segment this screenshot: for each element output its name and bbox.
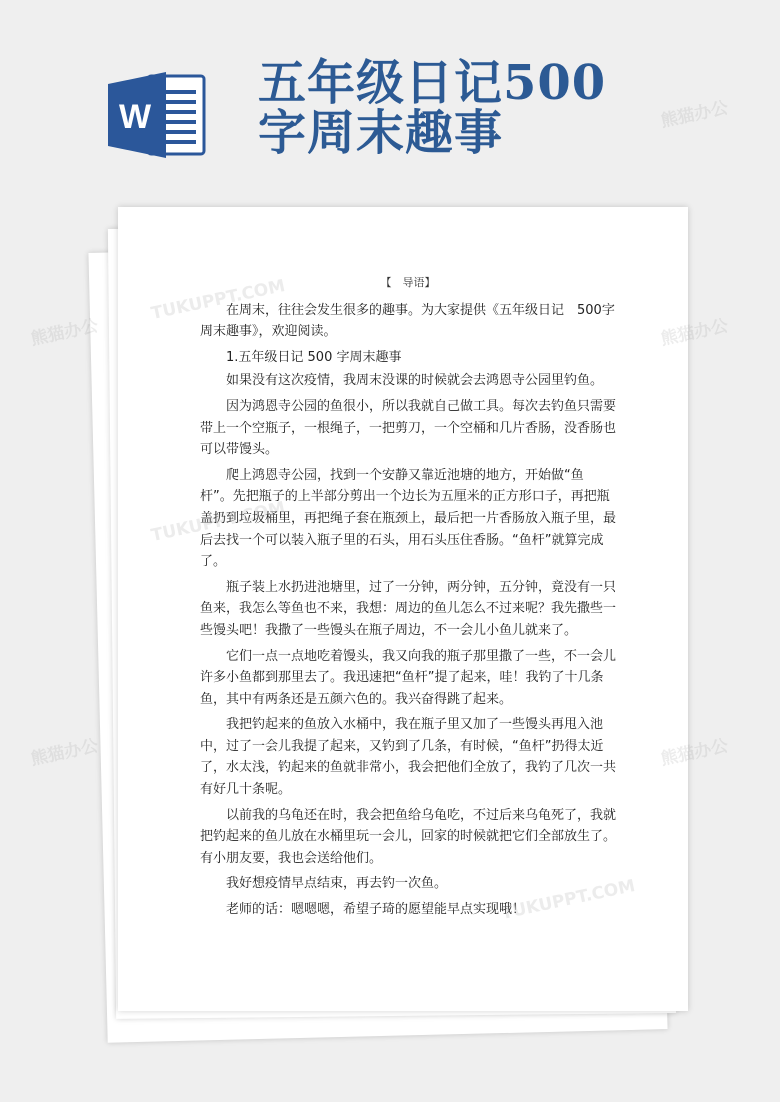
title-line-1: 五年级日记500 xyxy=(258,55,607,111)
body-paragraph: 如果没有这次疫情，我周末没课的时候就会去鸿恩寺公园里钓鱼。 xyxy=(226,373,604,389)
body-paragraph: 它们一点一点地吃着馒头，我又向我的瓶子那里撒了一些，不一会儿许多小鱼都到那里去了。我迅速把“鱼杆”提了起来，哇！我钓了十几条鱼，其中有两条还是五颜六色的。我兴奋得跳了起来。 xyxy=(200,648,617,707)
word-logo-letter: W xyxy=(118,98,152,136)
watermark: 熊猫办公 xyxy=(659,736,730,770)
section-title: 1.五年级日记 500 字周末趣事 xyxy=(226,349,402,365)
watermark: 熊猫办公 xyxy=(659,316,730,350)
body-paragraph: 爬上鸿恩寺公园，找到一个安静又靠近池塘的地方，开始做“鱼杆”。先把瓶子的上半部分剪出一个边长为五厘米的正方形口子，再把瓶盖扔到垃圾桶里，再把绳子套在瓶颈上，最后把一片香肠放入瓶子里，最后去找一个可以装入瓶子里的石头，用石头压住香肠。“鱼杆”就算完成了。 xyxy=(200,467,617,570)
page-title xyxy=(258,55,758,161)
watermark: 熊猫办公 xyxy=(29,736,100,770)
body-paragraph: 我把钓起来的鱼放入水桶中，我在瓶子里又加了一些馒头再甩入池中，过了一会儿我提了起来，又钓到了几条，有时候，“鱼杆”扔得太近了，水太浅，钓起来的鱼就非常小，我会把他们全放了，我钓了几次一共有好几十条呢。 xyxy=(200,717,617,798)
document-body xyxy=(200,272,616,925)
intro-paragraph: 在周末，往往会发生很多的趣事。为大家提供《五年级日记 500字周末趣事》，欢迎阅读。 xyxy=(200,302,615,340)
body-paragraph: 瓶子装上水扔进池塘里，过了一分钟，两分钟，五分钟，竟没有一只鱼来，我怎么等鱼也不来，我想：周边的鱼儿怎么不过来呢？我先撒些一些馒头吧！我撒了一些馒头在瓶子周边，不一会儿小鱼儿就来了。 xyxy=(200,579,617,638)
watermark: 熊猫办公 xyxy=(659,98,730,132)
document-heading: 【 导语】 xyxy=(380,276,436,289)
watermark: 熊猫办公 xyxy=(29,316,100,350)
body-paragraph: 因为鸿恩寺公园的鱼很小，所以我就自己做工具。每次去钓鱼只需要带上一个空瓶子，一根绳子，一把剪刀，一个空桶和几片香肠，没香肠也可以带馒头。 xyxy=(200,398,617,458)
body-paragraph: 以前我的乌龟还在时，我会把鱼给乌龟吃，不过后来乌龟死了，我就把钓起来的鱼儿放在水桶里玩一会儿，回家的时候就把它们全部放生了。有小朋友要，我也会送给他们。 xyxy=(200,807,617,866)
title-line-2: 字周末趣事 xyxy=(258,105,504,161)
teacher-comment: 老师的话：嗯嗯嗯，希望子琦的愿望能早点实现哦！ xyxy=(226,902,526,918)
word-logo-icon xyxy=(108,70,206,160)
body-paragraph: 我好想疫情早点结束，再去钓一次鱼。 xyxy=(226,876,448,892)
